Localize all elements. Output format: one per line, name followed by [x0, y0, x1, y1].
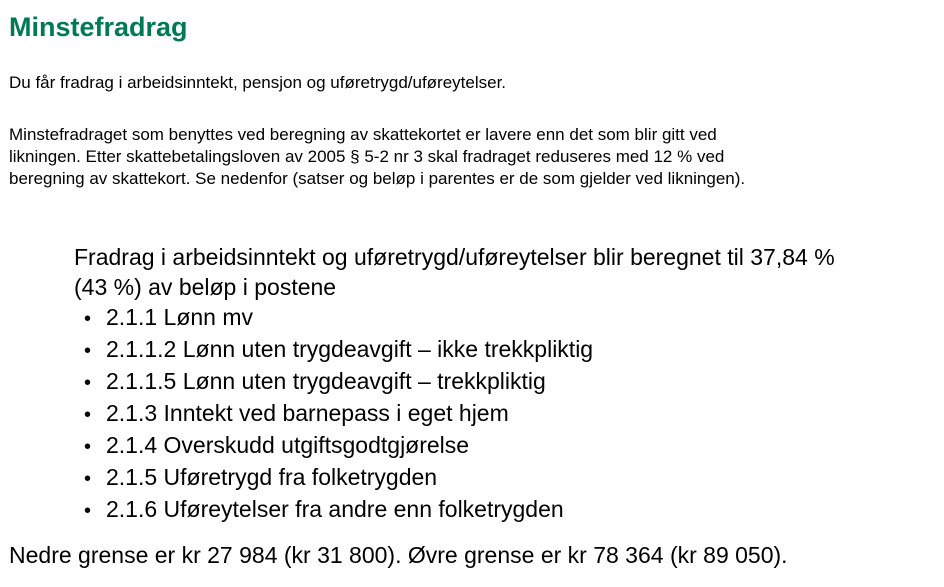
intro-text: Du får fradrag i arbeidsinntekt, pensjon og uføretrygd/uføreytelser. [9, 73, 507, 92]
list-item [84, 430, 944, 462]
bullet-icon: • [84, 372, 92, 394]
deduction-section [74, 242, 944, 526]
page-title: Minstefradrag [9, 12, 188, 42]
list-item-label: 2.1.3 Inntekt ved barnepass i eget hjem [106, 400, 509, 426]
list-item-label: 2.1.1.2 Lønn uten trygdeavgift – ikke trekkpliktig [106, 336, 594, 362]
list-item [84, 398, 944, 430]
list-item [84, 302, 944, 334]
explanation-line-2: likningen. Etter skattebetalingsloven av 2005 § 5-2 nr 3 skal fradraget reduseres med 12 % ved [9, 147, 725, 166]
post-list [74, 302, 944, 526]
bullet-icon: • [84, 308, 92, 330]
list-item-label: 2.1.6 Uføreytelser fra andre enn folketrygden [106, 496, 564, 522]
explanation-line-3: beregning av skattekort. Se nedenfor (satser og beløp i parentes er de som gjelder ved likningen). [9, 169, 746, 188]
bullet-icon: • [84, 468, 92, 490]
list-item-label: 2.1.1.5 Lønn uten trygdeavgift – trekkpliktig [106, 368, 546, 394]
explanation-paragraph [9, 124, 939, 190]
explanation-line-1: Minstefradraget som benyttes ved beregning av skattekortet er lavere enn det som blir gitt ved [9, 125, 717, 144]
limits-text: Nedre grense er kr 27 984 (kr 31 800). Øvre grense er kr 78 364 (kr 89 050). [9, 542, 788, 568]
deduction-lead-line-2: (43 %) av beløp i postene [74, 274, 337, 300]
deduction-lead-line-1: Fradrag i arbeidsinntekt og uføretrygd/uføreytelser blir beregnet til 37,84 % [74, 244, 835, 270]
bullet-icon: • [84, 340, 92, 362]
list-item [84, 366, 944, 398]
list-item [84, 334, 944, 366]
bullet-icon: • [84, 436, 92, 458]
bullet-icon: • [84, 500, 92, 522]
list-item [84, 462, 944, 494]
bullet-icon: • [84, 404, 92, 426]
deduction-lead [74, 242, 944, 302]
list-item [84, 494, 944, 526]
list-item-label: 2.1.1 Lønn mv [106, 304, 254, 330]
list-item-label: 2.1.4 Overskudd utgiftsgodtgjørelse [106, 432, 470, 458]
list-item-label: 2.1.5 Uføretrygd fra folketrygden [106, 464, 438, 490]
